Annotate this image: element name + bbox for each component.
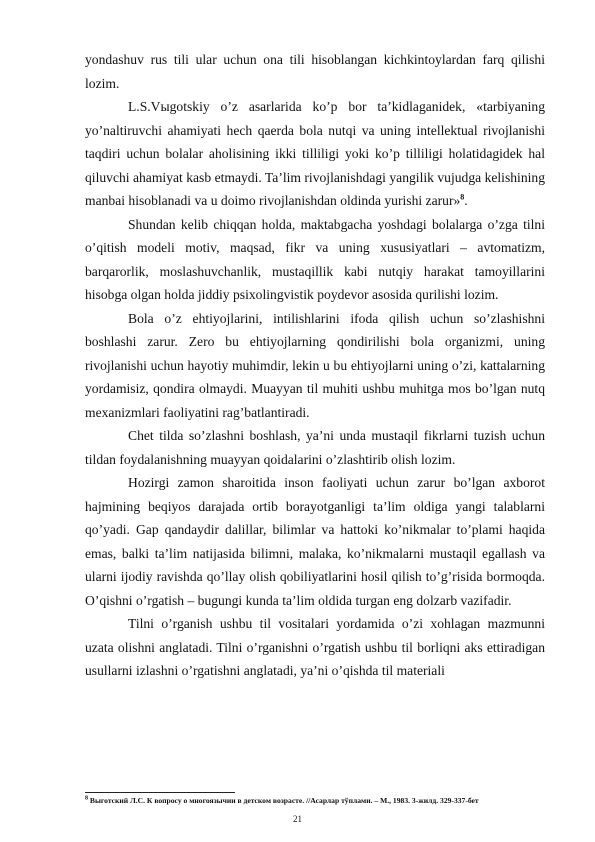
footnote-text: Выготский Л.С. К вопросу о многоязычии в детском возрасте. //Асарлар тўплами. – М., 1983. 3-жилд. 329-337-бет xyxy=(89,796,479,805)
paragraph-5: Chet tilda so’zlashni boshlash, ya’ni unda mustaqil fikrlarni tuzish uchun tildan foydalanishning muayyan qoidalarini o’zlashtirib olish lozim. xyxy=(85,428,545,467)
paragraph-4: Bola o’z ehtiyojlarini, intilishlarini ifoda qilish uchun so’zlashishni boshlashi zarur. Zero bu ehtiyojlarning qondirilishi bola organizmi, uning rivojlanishi uchun hayotiy muhimdir, lekin u bu ehtiyojlarni uning o’zi, kattalarning yordamisiz, qondira olmaydi. Muayyan til muhiti ushbu muhitga mos bo’lgan nutq mexanizmlari faoliyatini rag’batlantiradi. xyxy=(85,310,545,420)
footnote-marker: 8 xyxy=(85,795,88,802)
page-number: 21 xyxy=(293,814,302,824)
paragraph-7: Tilni o’rganish ushbu til vositalari yordamida o’zi xohlagan mazmunni uzata olishni anglatadi. Tilni o’rganishni o’rgatish ushbu til borliqni aks ettiradigan usullarni izlashni o’rgatishni anglatadi, ya’ni o’qishda til materiali xyxy=(85,616,545,678)
footnote-divider xyxy=(85,792,235,793)
paragraph-6: Hozirgi zamon sharoitida inson faoliyati uchun zarur bo’lgan axborot hajmining beqiyos darajada ortib borayotganligi ta’lim oldiga yangi talablarni qo’yadi. Gap qandaydir dalillar, bilimlar va hattoki ko’nikmalar to’plami haqida emas, balki ta’lim natijasida bilimni, malaka, ko’nikmalarni mustaqil egallash va ularni ijodiy ravishda qo’llay olish qobiliyatlarini hosil qilish to’g’risida bormoqda. O’qishni o’rgatish – bugungi kunda ta’lim oldida turgan eng dolzarb vazifadir. xyxy=(85,475,545,608)
footnote xyxy=(85,795,545,807)
paragraph-1: yondashuv rus tili ular uchun ona tili hisoblangan kichkintoylardan farq qilishi lozim. xyxy=(85,52,545,91)
footnote-ref-8[interactable]: 8 xyxy=(460,192,465,202)
page-body xyxy=(85,48,545,683)
paragraph-3: Shundan kelib chiqqan holda, maktabgacha yoshdagi bolalarga o’zga tilni o’qitish modeli motiv, maqsad, fikr va uning xususiyatlari – avtomatizm, barqarorlik, moslashuvchanlik, mustaqillik kabi nutqiy harakat tamoyillarini hisobga olgan holda jiddiy psixolingvistik poydevor asosida qurilishi lozim. xyxy=(85,216,545,302)
paragraph-2: L.S.Vыgotskiy o’z asarlarida ko’p bor ta’kidlaganidek, «tarbiyaning yo’naltiruvchi ahamiyati hech qaerda bola nutqi va uning intellektual rivojlanishi taqdiri uchun bolalar aholisining ikki tilliligi yoki ko’p tilliligi holatidagidek hal qiluvchi ahamiyat kasb etmaydi. Ta’lim rivojlanishdagi yangilik vujudga kelishining manbai hisoblanadi va u doimo rivojlanishdan oldinda yurishi zarur»$^8$. xyxy=(85,99,545,208)
